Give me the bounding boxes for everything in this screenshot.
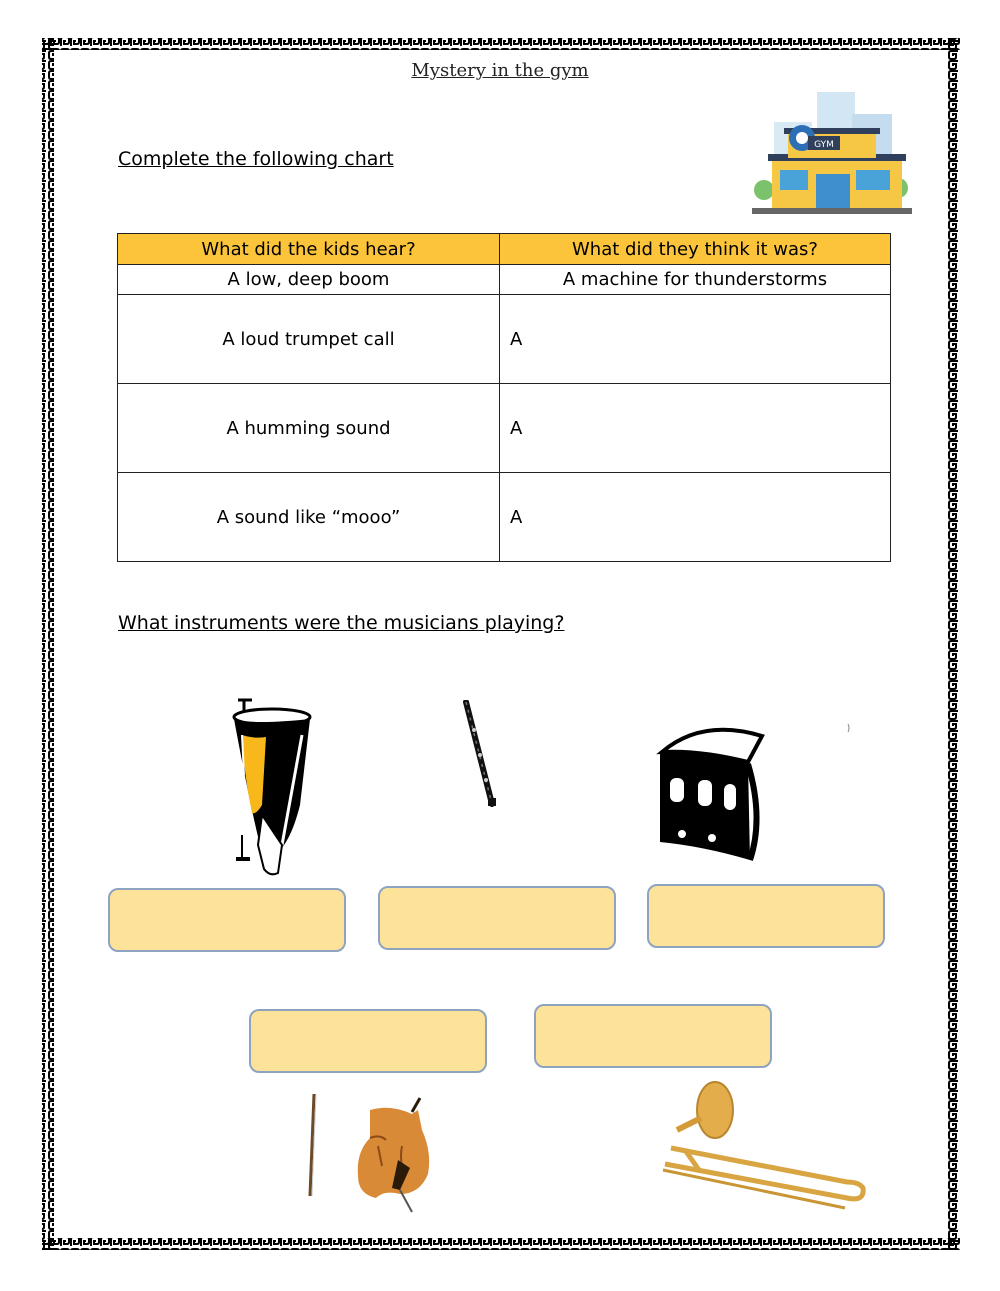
- timpani-icon: [222, 695, 322, 880]
- cello-icon: [300, 1090, 460, 1215]
- table-header-row: [118, 234, 891, 265]
- column-header: What did they think it was?: [500, 234, 891, 265]
- chart-heading: Complete the following chart: [118, 148, 394, 170]
- column-header: What did the kids hear?: [118, 234, 500, 265]
- heard-cell: A sound like “mooo”: [118, 473, 500, 562]
- gym-building-icon: [752, 92, 912, 214]
- table-row: [118, 295, 891, 384]
- table-row: [118, 473, 891, 562]
- heard-cell: A loud trumpet call: [118, 295, 500, 384]
- answer-box[interactable]: [108, 888, 346, 952]
- answer-box[interactable]: [249, 1009, 487, 1073]
- table-row: [118, 384, 891, 473]
- answer-box[interactable]: [378, 886, 616, 950]
- instruments-heading: What instruments were the musicians playing?: [118, 612, 565, 634]
- thought-cell: A machine for thunderstorms: [500, 265, 891, 295]
- heard-cell: A low, deep boom: [118, 265, 500, 295]
- thought-cell[interactable]: A: [500, 384, 891, 473]
- snare-drum-icon: [652, 722, 856, 862]
- sounds-chart: [117, 233, 891, 562]
- gym-sign-text: GYM: [814, 140, 834, 150]
- heard-cell: A humming sound: [118, 384, 500, 473]
- thought-cell[interactable]: A: [500, 295, 891, 384]
- thought-cell[interactable]: A: [500, 473, 891, 562]
- oboe-icon: [458, 700, 504, 808]
- answer-box[interactable]: [647, 884, 885, 948]
- trombone-icon: [655, 1078, 877, 1216]
- answer-box[interactable]: [534, 1004, 772, 1068]
- table-row: [118, 265, 891, 295]
- page-title: Mystery in the gym: [411, 60, 589, 81]
